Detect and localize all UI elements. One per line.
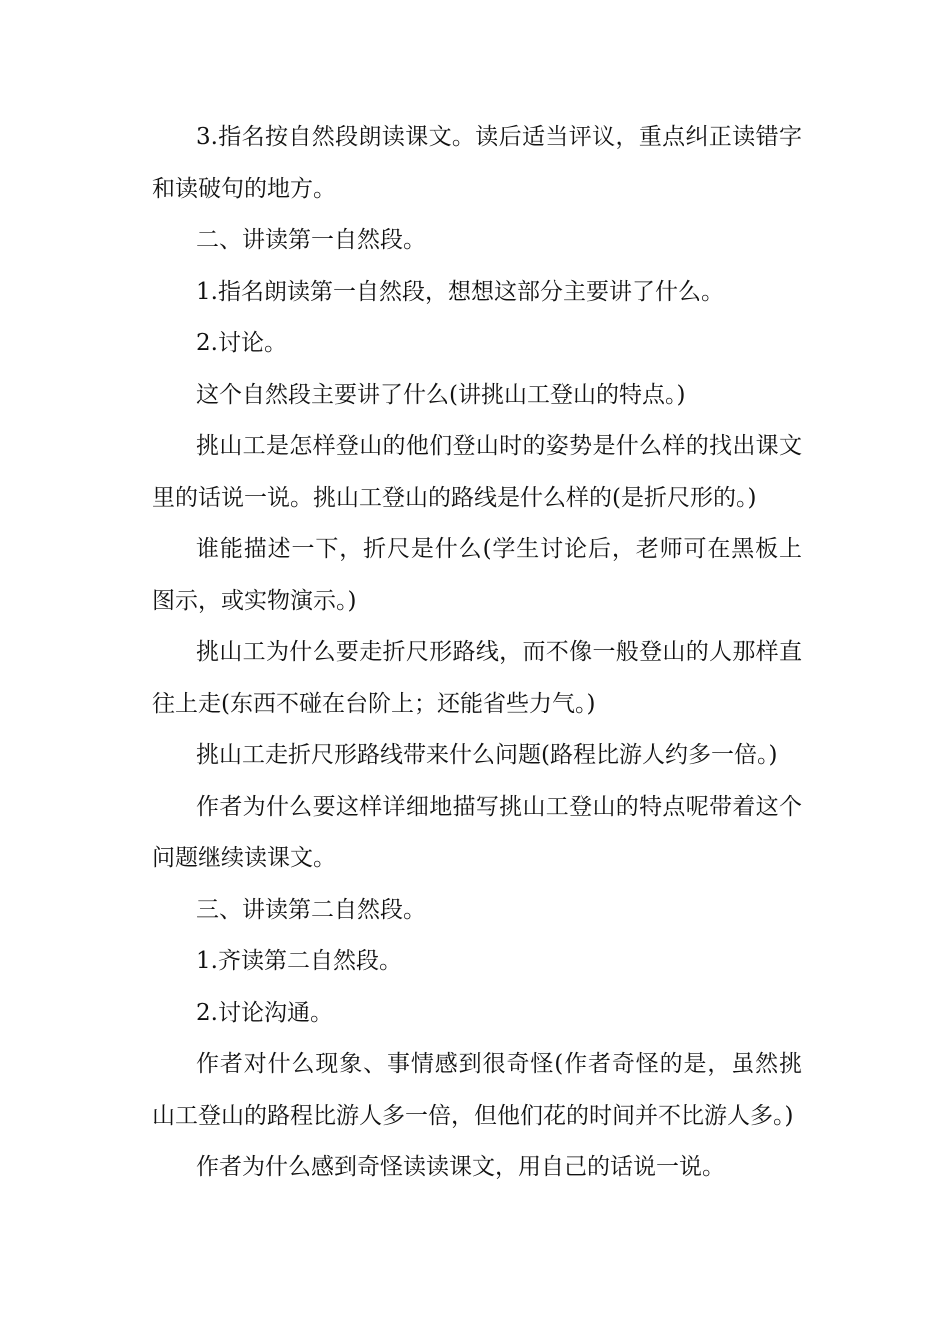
paragraph-question-route: 挑山工为什么要走折尺形路线，而不像一般登山的人那样直往上走(东西不碰在台阶上；还能省些力气。) bbox=[152, 639, 802, 717]
paragraph-question-climbing: 挑山工是怎样登山的他们登山时的姿势是什么样的找出课文里的话说一说。挑山工登山的路线是什么样的(是折尺形的。) bbox=[152, 433, 802, 511]
paragraph-step-2: 2.讨论。 bbox=[196, 330, 287, 356]
paragraph-question-main-idea: 这个自然段主要讲了什么(讲挑山工登山的特点。) bbox=[196, 381, 686, 408]
paragraph-question-author-intent: 作者为什么要这样详细地描写挑山工登山的特点呢带着这个问题继续读课文。 bbox=[152, 793, 802, 871]
paragraph-step-read-together: 1.齐读第二自然段。 bbox=[196, 948, 402, 974]
paragraph-question-folding-ruler: 谁能描述一下，折尺是什么(学生讨论后，老师可在黑板上图示，或实物演示。) bbox=[152, 536, 802, 614]
paragraph-reading-aloud: 3.指名按自然段朗读课文。读后适当评议，重点纠正读错字和读破句的地方。 bbox=[152, 124, 802, 202]
paragraph-step-discuss: 2.讨论沟通。 bbox=[196, 999, 333, 1026]
heading-section-two: 二、讲读第一自然段。 bbox=[196, 227, 426, 253]
document-body bbox=[152, 112, 802, 1194]
paragraph-question-strange: 作者对什么现象、事情感到很奇怪(作者奇怪的是，虽然挑山工登山的路程比游人多一倍，但他们花的时间并不比游人多。) bbox=[152, 1051, 802, 1129]
paragraph-question-why-strange: 作者为什么感到奇怪读读课文，用自己的话说一说。 bbox=[196, 1154, 725, 1180]
paragraph-step-1: 1.指名朗读第一自然段，想想这部分主要讲了什么。 bbox=[196, 278, 724, 305]
heading-section-three: 三、讲读第二自然段。 bbox=[196, 896, 426, 923]
paragraph-question-problem: 挑山工走折尺形路线带来什么问题(路程比游人约多一倍。) bbox=[196, 742, 778, 768]
